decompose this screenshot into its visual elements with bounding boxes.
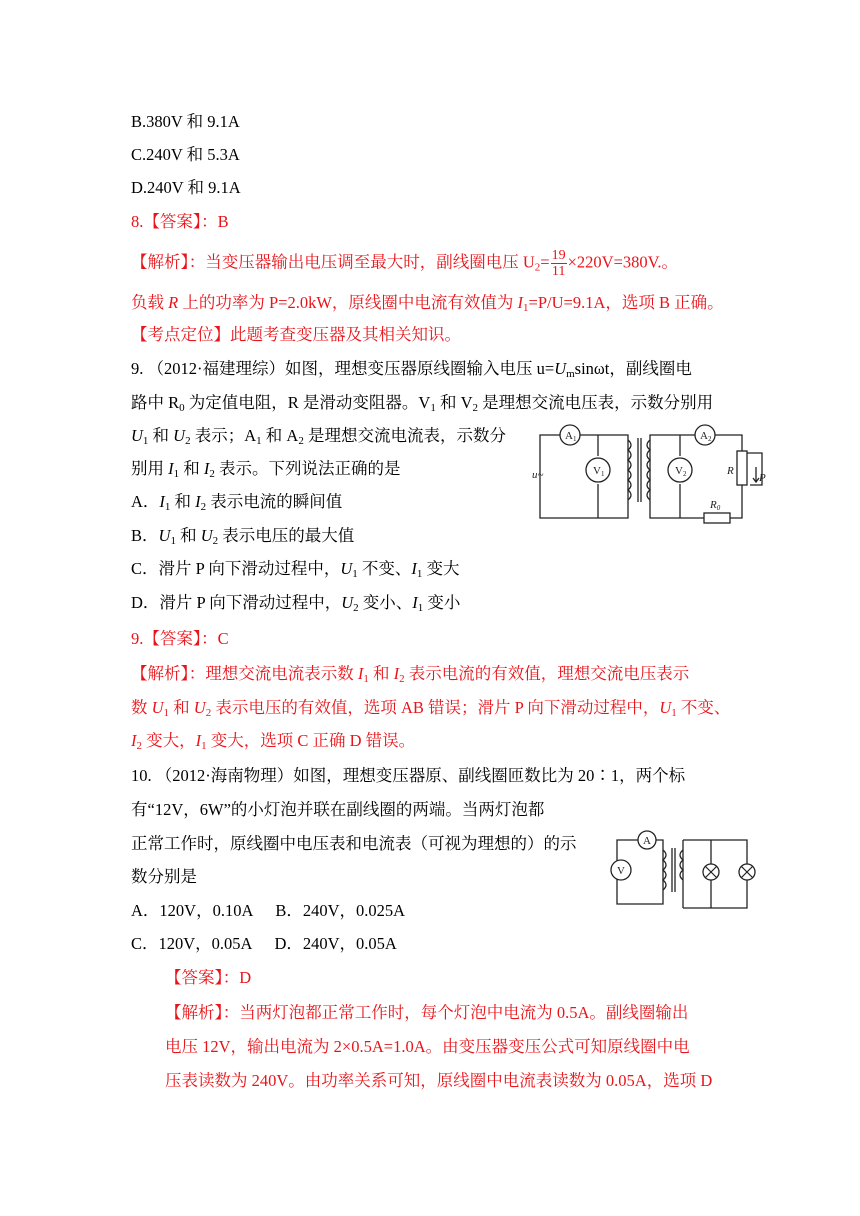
q9-analysis-line-1: 【解析】：理想交流电流表示数 $I_1$ 和 $I_2$ 表示电流的有效值，理想交流电压表示: [131, 664, 690, 685]
q9-circuit-diagram: [530, 418, 770, 526]
q10-analysis-line-3: 压表读数为 240V。由功率关系可知，原线圈中电流表读数为 0.05A，选项 D: [165, 1071, 713, 1090]
q9-option-a: A．$I_1$ 和 $I_2$ 表示电流的瞬间值: [131, 492, 343, 513]
voltmeter-v2-label: V2: [675, 465, 687, 478]
ammeter-a1-label: A1: [565, 430, 577, 443]
fraction-19-11: $\frac{19}{11}$: [551, 248, 566, 279]
q9-answer: 9.【答案】：C: [131, 629, 229, 648]
q10-stem-line-1: 10. （2012·海南物理）如图，理想变压器原、副线圈匝数比为 20∶1，两个标: [131, 766, 686, 785]
resistor-r0-label: R0: [710, 499, 721, 512]
q10-stem-line-4: 数分别是: [131, 867, 197, 886]
q10-options-row-1: A．120V，0.10A B．240V，0.025A: [131, 901, 406, 920]
q10-options-row-2: C．120V，0.05A D．240V，0.05A: [131, 934, 397, 953]
q10-stem-line-2: 有“12V，6W”的小灯泡并联在副线圈的两端。当两灯泡都: [131, 800, 545, 819]
q8-analysis-line-2: 负载 R 上的功率为 P=2.0kW，原线圈中电流有效值为 $I_1=P/U=9.1A$，选项 B 正确。: [131, 293, 724, 314]
q10-answer: 【答案】：D: [165, 968, 252, 987]
voltmeter-v1-label: V1: [593, 465, 605, 478]
ammeter-a2-label: A2: [700, 430, 712, 443]
q8-keypoint: 【考点定位】此题考查变压器及其相关知识。: [131, 325, 461, 344]
q9-stem-line-1: 9. （2012·福建理综）如图，理想变压器原线圈输入电压 $u=U_m\sin\omega t$，副线圈电: [131, 359, 692, 380]
q8-analysis-line-1: 【解析】：当变压器输出电压调至最大时，副线圈电压 $U_2=$ $\frac{19}{11}$ ×220V=380V.。: [131, 248, 679, 279]
q9-option-d: D．滑片 P 向下滑动过程中，$U_2$ 变小、$I_1$ 变小: [131, 593, 461, 614]
q9-stem-line-2: 路中 $R_0$ 为定值电阻，R 是滑动变阻器。$V_1$ 和 $V_2$ 是理想交流电压表，示数分别用: [131, 393, 714, 414]
q10-circuit-diagram: [603, 820, 763, 910]
voltmeter-label: V: [617, 865, 625, 877]
q9-option-c: C．滑片 P 向下滑动过程中，$U_1$ 不变、$I_1$ 变大: [131, 559, 460, 580]
q7-option-c: C.240V 和 5.3A: [131, 145, 240, 164]
source-u-label: u~: [532, 469, 544, 481]
q10-analysis-line-2: 电压 12V，输出电流为 2×0.5A=1.0A。由变压器变压公式可知原线圈中电: [165, 1037, 690, 1056]
rheostat-r-label: R: [727, 465, 734, 477]
q9-option-b: B．$U_1$ 和 $U_2$ 表示电压的最大值: [131, 526, 355, 547]
q7-option-d: D.240V 和 9.1A: [131, 178, 241, 197]
q10-stem-line-3: 正常工作时，原线圈中电压表和电流表（可视为理想的）的示: [131, 834, 577, 853]
q9-analysis-line-3: $I_2$ 变大，$I_1$ 变大，选项 C 正确 D 错误。: [131, 731, 416, 752]
q9-stem-line-3: $U_1$ 和 $U_2$ 表示；$A_1$ 和 $A_2$ 是理想交流电流表，示数分: [131, 426, 506, 447]
q9-stem-line-4: 别用 $I_1$ 和 $I_2$ 表示。下列说法正确的是: [131, 459, 401, 480]
slider-p-label: P: [759, 472, 766, 484]
q8-answer: 8.【答案】：B: [131, 212, 229, 231]
ammeter-label: A: [643, 835, 651, 847]
q7-option-b: B.380V 和 9.1A: [131, 112, 240, 131]
q10-analysis-line-1: 【解析】：当两灯泡都正常工作时，每个灯泡中电流为 0.5A。副线圈输出: [165, 1003, 689, 1022]
q9-analysis-line-2: 数 $U_1$ 和 $U_2$ 表示电压的有效值，选项 AB 错误；滑片 P 向下滑动过程中，$U_1$ 不变、: [131, 698, 731, 719]
